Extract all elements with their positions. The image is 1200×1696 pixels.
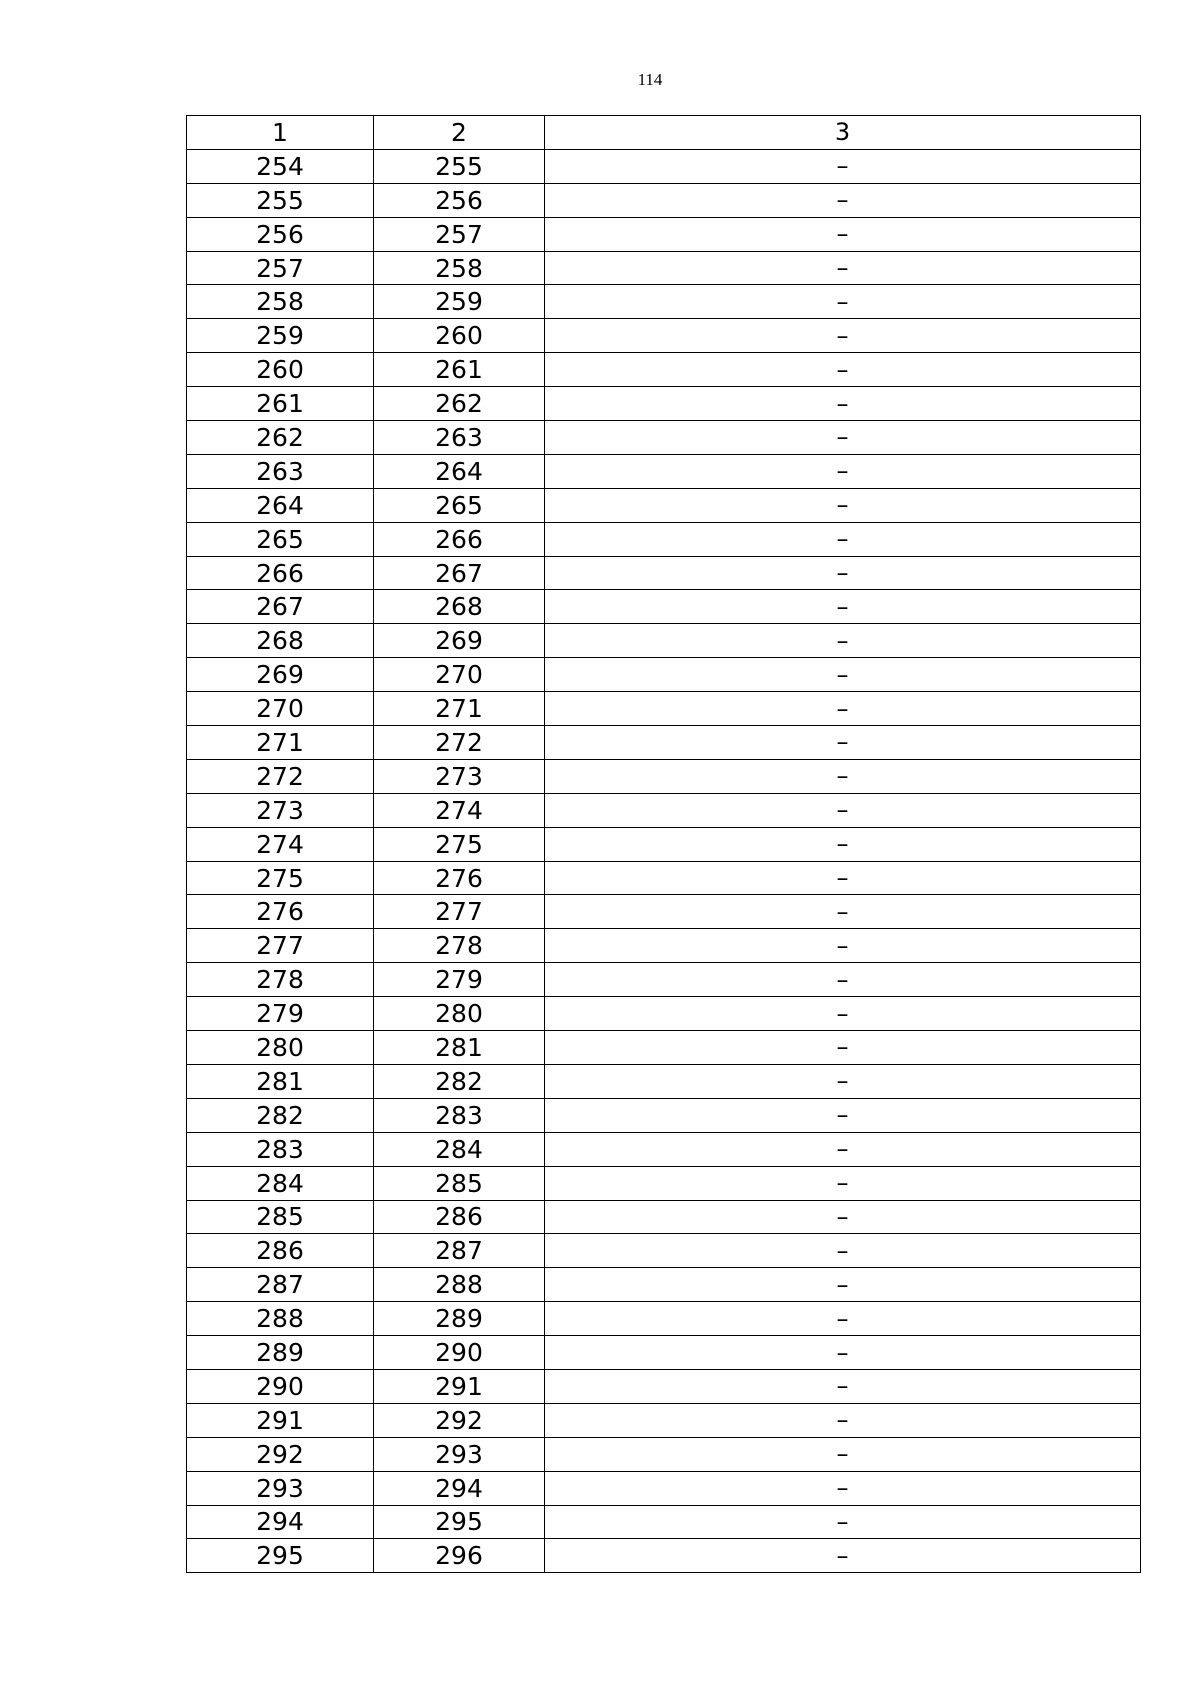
- table-cell-col-3: –: [545, 454, 1141, 488]
- table-cell-col-3: –: [545, 827, 1141, 861]
- table-row: [187, 1336, 1141, 1370]
- table-cell-col-3: –: [545, 1302, 1141, 1336]
- table-row: [187, 658, 1141, 692]
- table-cell-col-1: 284: [187, 1166, 374, 1200]
- table-cell-col-2: 261: [374, 353, 545, 387]
- table-row: [187, 1505, 1141, 1539]
- table-cell-col-3: –: [545, 929, 1141, 963]
- table-cell-col-3: –: [545, 1369, 1141, 1403]
- table-row: [187, 590, 1141, 624]
- table-cell-col-1: 261: [187, 387, 374, 421]
- table-cell-col-2: 273: [374, 759, 545, 793]
- table-cell-col-2: 277: [374, 895, 545, 929]
- table-row: [187, 929, 1141, 963]
- table-cell-col-3: –: [545, 658, 1141, 692]
- table-cell-col-3: –: [545, 1200, 1141, 1234]
- table-cell-col-1: 289: [187, 1336, 374, 1370]
- table-cell-col-1: 256: [187, 217, 374, 251]
- table-row: [187, 421, 1141, 455]
- table-cell-col-3: –: [545, 1064, 1141, 1098]
- table-cell-col-3: –: [545, 692, 1141, 726]
- table-cell-col-1: 282: [187, 1098, 374, 1132]
- table-cell-col-2: 274: [374, 793, 545, 827]
- table-cell-col-1: 287: [187, 1268, 374, 1302]
- table-cell-col-3: –: [545, 1336, 1141, 1370]
- table-cell-col-3: –: [545, 861, 1141, 895]
- table-cell-col-3: –: [545, 387, 1141, 421]
- table-cell-col-1: 262: [187, 421, 374, 455]
- table-row: [187, 1403, 1141, 1437]
- table-row: [187, 319, 1141, 353]
- table-cell-col-3: –: [545, 1403, 1141, 1437]
- table-row: [187, 556, 1141, 590]
- table-cell-col-1: 258: [187, 285, 374, 319]
- table-row: [187, 759, 1141, 793]
- table-cell-col-1: 260: [187, 353, 374, 387]
- table-cell-col-3: –: [545, 1166, 1141, 1200]
- table-cell-col-2: 260: [374, 319, 545, 353]
- column-header-2: 2: [374, 116, 545, 150]
- table-cell-col-1: 294: [187, 1505, 374, 1539]
- table-cell-col-2: 257: [374, 217, 545, 251]
- table-cell-col-2: 269: [374, 624, 545, 658]
- table-cell-col-1: 276: [187, 895, 374, 929]
- table-cell-col-2: 259: [374, 285, 545, 319]
- table-cell-col-3: –: [545, 895, 1141, 929]
- table-row: [187, 1064, 1141, 1098]
- table-cell-col-1: 259: [187, 319, 374, 353]
- table-cell-col-3: –: [545, 1539, 1141, 1573]
- table-cell-col-2: 258: [374, 251, 545, 285]
- table-cell-col-3: –: [545, 1234, 1141, 1268]
- table-cell-col-1: 263: [187, 454, 374, 488]
- table-cell-col-1: 268: [187, 624, 374, 658]
- table-cell-col-1: 271: [187, 726, 374, 760]
- table-row: [187, 726, 1141, 760]
- table-cell-col-3: –: [545, 963, 1141, 997]
- table-cell-col-3: –: [545, 522, 1141, 556]
- table-cell-col-3: –: [545, 421, 1141, 455]
- table-cell-col-3: –: [545, 1471, 1141, 1505]
- table-cell-col-3: –: [545, 1268, 1141, 1302]
- table-cell-col-2: 276: [374, 861, 545, 895]
- table-cell-col-2: 285: [374, 1166, 545, 1200]
- table-row: [187, 1098, 1141, 1132]
- table-cell-col-1: 264: [187, 488, 374, 522]
- table-row: [187, 522, 1141, 556]
- table-cell-col-1: 269: [187, 658, 374, 692]
- table-cell-col-1: 255: [187, 183, 374, 217]
- table-cell-col-3: –: [545, 759, 1141, 793]
- table-cell-col-2: 295: [374, 1505, 545, 1539]
- table-body: [187, 149, 1141, 1572]
- table-cell-col-2: 287: [374, 1234, 545, 1268]
- table-cell-col-2: 293: [374, 1437, 545, 1471]
- table-row: [187, 1132, 1141, 1166]
- table-cell-col-1: 288: [187, 1302, 374, 1336]
- table-cell-col-3: –: [545, 793, 1141, 827]
- table-row: [187, 793, 1141, 827]
- table-row: [187, 1369, 1141, 1403]
- table-cell-col-2: 271: [374, 692, 545, 726]
- table-row: [187, 217, 1141, 251]
- table-row: [187, 1437, 1141, 1471]
- table-cell-col-2: 284: [374, 1132, 545, 1166]
- table-cell-col-2: 291: [374, 1369, 545, 1403]
- table-cell-col-3: –: [545, 285, 1141, 319]
- table-row: [187, 963, 1141, 997]
- table-cell-col-2: 266: [374, 522, 545, 556]
- table-row: [187, 183, 1141, 217]
- table-cell-col-3: –: [545, 1098, 1141, 1132]
- table-cell-col-2: 290: [374, 1336, 545, 1370]
- table-cell-col-1: 254: [187, 149, 374, 183]
- table-cell-col-2: 279: [374, 963, 545, 997]
- table-cell-col-3: –: [545, 149, 1141, 183]
- table-row: [187, 251, 1141, 285]
- table-cell-col-2: 289: [374, 1302, 545, 1336]
- table-row: [187, 1302, 1141, 1336]
- table-cell-col-1: 275: [187, 861, 374, 895]
- table-cell-col-3: –: [545, 624, 1141, 658]
- table-cell-col-1: 285: [187, 1200, 374, 1234]
- table-cell-col-1: 270: [187, 692, 374, 726]
- table-cell-col-2: 278: [374, 929, 545, 963]
- table-cell-col-2: 283: [374, 1098, 545, 1132]
- table-cell-col-3: –: [545, 997, 1141, 1031]
- table-cell-col-2: 263: [374, 421, 545, 455]
- table-row: [187, 488, 1141, 522]
- table-cell-col-2: 267: [374, 556, 545, 590]
- table-cell-col-1: 278: [187, 963, 374, 997]
- table-cell-col-1: 266: [187, 556, 374, 590]
- table-row: [187, 1031, 1141, 1065]
- table-cell-col-2: 256: [374, 183, 545, 217]
- table-cell-col-2: 288: [374, 1268, 545, 1302]
- column-header-1: 1: [187, 116, 374, 150]
- table-row: [187, 1539, 1141, 1573]
- table-cell-col-1: 279: [187, 997, 374, 1031]
- table-cell-col-2: 272: [374, 726, 545, 760]
- table-cell-col-2: 281: [374, 1031, 545, 1065]
- table-cell-col-2: 275: [374, 827, 545, 861]
- table-cell-col-1: 291: [187, 1403, 374, 1437]
- table-cell-col-3: –: [545, 556, 1141, 590]
- table-row: [187, 387, 1141, 421]
- table-cell-col-3: –: [545, 1505, 1141, 1539]
- table-cell-col-1: 286: [187, 1234, 374, 1268]
- table-cell-col-2: 268: [374, 590, 545, 624]
- table-row: [187, 861, 1141, 895]
- table-row: [187, 1166, 1141, 1200]
- table-cell-col-1: 267: [187, 590, 374, 624]
- table-cell-col-2: 286: [374, 1200, 545, 1234]
- table-row: [187, 895, 1141, 929]
- table-cell-col-1: 272: [187, 759, 374, 793]
- table-row: [187, 692, 1141, 726]
- table-cell-col-1: 273: [187, 793, 374, 827]
- table-cell-col-3: –: [545, 1437, 1141, 1471]
- table-cell-col-2: 292: [374, 1403, 545, 1437]
- table-cell-col-1: 265: [187, 522, 374, 556]
- table-row: [187, 1268, 1141, 1302]
- table-row: [187, 827, 1141, 861]
- table-row: [187, 353, 1141, 387]
- data-table: [186, 115, 1141, 1573]
- table-cell-col-3: –: [545, 1031, 1141, 1065]
- table-cell-col-1: 281: [187, 1064, 374, 1098]
- column-header-3: 3: [545, 116, 1141, 150]
- table-row: [187, 997, 1141, 1031]
- table-cell-col-3: –: [545, 251, 1141, 285]
- table-row: [187, 285, 1141, 319]
- page-number: 114: [637, 70, 663, 89]
- table-cell-col-2: 262: [374, 387, 545, 421]
- table-cell-col-2: 265: [374, 488, 545, 522]
- table-cell-col-2: 270: [374, 658, 545, 692]
- table-cell-col-3: –: [545, 353, 1141, 387]
- table-cell-col-1: 277: [187, 929, 374, 963]
- table-row: [187, 454, 1141, 488]
- table-cell-col-2: 294: [374, 1471, 545, 1505]
- table-cell-col-1: 274: [187, 827, 374, 861]
- table-cell-col-2: 296: [374, 1539, 545, 1573]
- table-cell-col-3: –: [545, 1132, 1141, 1166]
- table-cell-col-1: 295: [187, 1539, 374, 1573]
- table-cell-col-3: –: [545, 183, 1141, 217]
- table-cell-col-3: –: [545, 217, 1141, 251]
- table-cell-col-1: 280: [187, 1031, 374, 1065]
- table-cell-col-3: –: [545, 488, 1141, 522]
- table-row: [187, 149, 1141, 183]
- table-row: [187, 1234, 1141, 1268]
- table-cell-col-1: 257: [187, 251, 374, 285]
- table-cell-col-2: 264: [374, 454, 545, 488]
- table-cell-col-1: 292: [187, 1437, 374, 1471]
- table-cell-col-3: –: [545, 726, 1141, 760]
- table-row: [187, 624, 1141, 658]
- table-cell-col-1: 293: [187, 1471, 374, 1505]
- table-cell-col-1: 283: [187, 1132, 374, 1166]
- table-cell-col-3: –: [545, 590, 1141, 624]
- table-cell-col-2: 282: [374, 1064, 545, 1098]
- table-cell-col-3: –: [545, 319, 1141, 353]
- table-cell-col-1: 290: [187, 1369, 374, 1403]
- table-cell-col-2: 255: [374, 149, 545, 183]
- table-row: [187, 1471, 1141, 1505]
- table-cell-col-2: 280: [374, 997, 545, 1031]
- table-header-row: [187, 116, 1141, 150]
- table-row: [187, 1200, 1141, 1234]
